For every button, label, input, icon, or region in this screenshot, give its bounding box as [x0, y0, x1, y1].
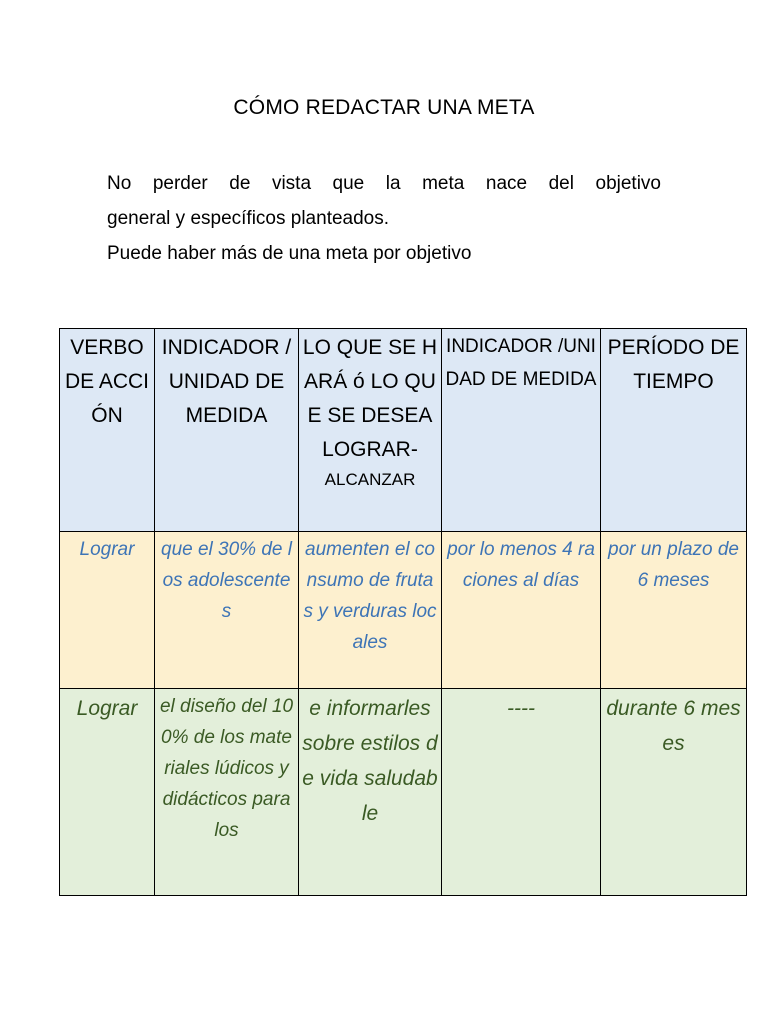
header-indicador-2: INDICADOR /UNIDAD DE MEDIDA [442, 329, 601, 532]
table-row [60, 689, 747, 896]
table-header-row [60, 329, 747, 532]
header-lo-que-se-hara [299, 329, 442, 532]
intro-line-2: general y específicos planteados. [107, 208, 390, 229]
goal-table [59, 328, 747, 896]
cell-indicador: el diseño del 100% de los materiales lúdicos y didácticos para los [155, 689, 299, 896]
header-alcanzar: ALCANZAR [324, 470, 416, 489]
cell-indicador-2: ---- [442, 689, 601, 896]
cell-verbo: Lograr [60, 689, 155, 896]
intro-line-3: Puede haber más de una meta por objetivo [107, 243, 472, 264]
header-periodo: PERÍODO DE TIEMPO [601, 329, 747, 532]
cell-periodo: durante 6 meses [601, 689, 747, 896]
cell-periodo: por un plazo de 6 meses [601, 532, 747, 689]
cell-indicador: que el 30% de los adolescentes [155, 532, 299, 689]
cell-verbo: Lograr [60, 532, 155, 689]
cell-lo-que: e informarles sobre estilos de vida saludable [299, 689, 442, 896]
header-verbo: VERBO DE ACCIÓN [60, 329, 155, 532]
cell-indicador-2: por lo menos 4 raciones al días [442, 532, 601, 689]
cell-lo-que: aumenten el consumo de frutas y verduras locales [299, 532, 442, 689]
intro-line-1: No perder de vista que la meta nace del objetivo [107, 173, 661, 194]
intro-paragraph [107, 166, 661, 271]
table-row [60, 532, 747, 689]
header-indicador: INDICADOR /UNIDAD DE MEDIDA [155, 329, 299, 532]
header-lo-que-se-hara-text: LO QUE SE HARÁ ó LO QUE SE DESEA LOGRAR- [302, 336, 438, 461]
page-title: CÓMO REDACTAR UNA META [233, 96, 535, 119]
